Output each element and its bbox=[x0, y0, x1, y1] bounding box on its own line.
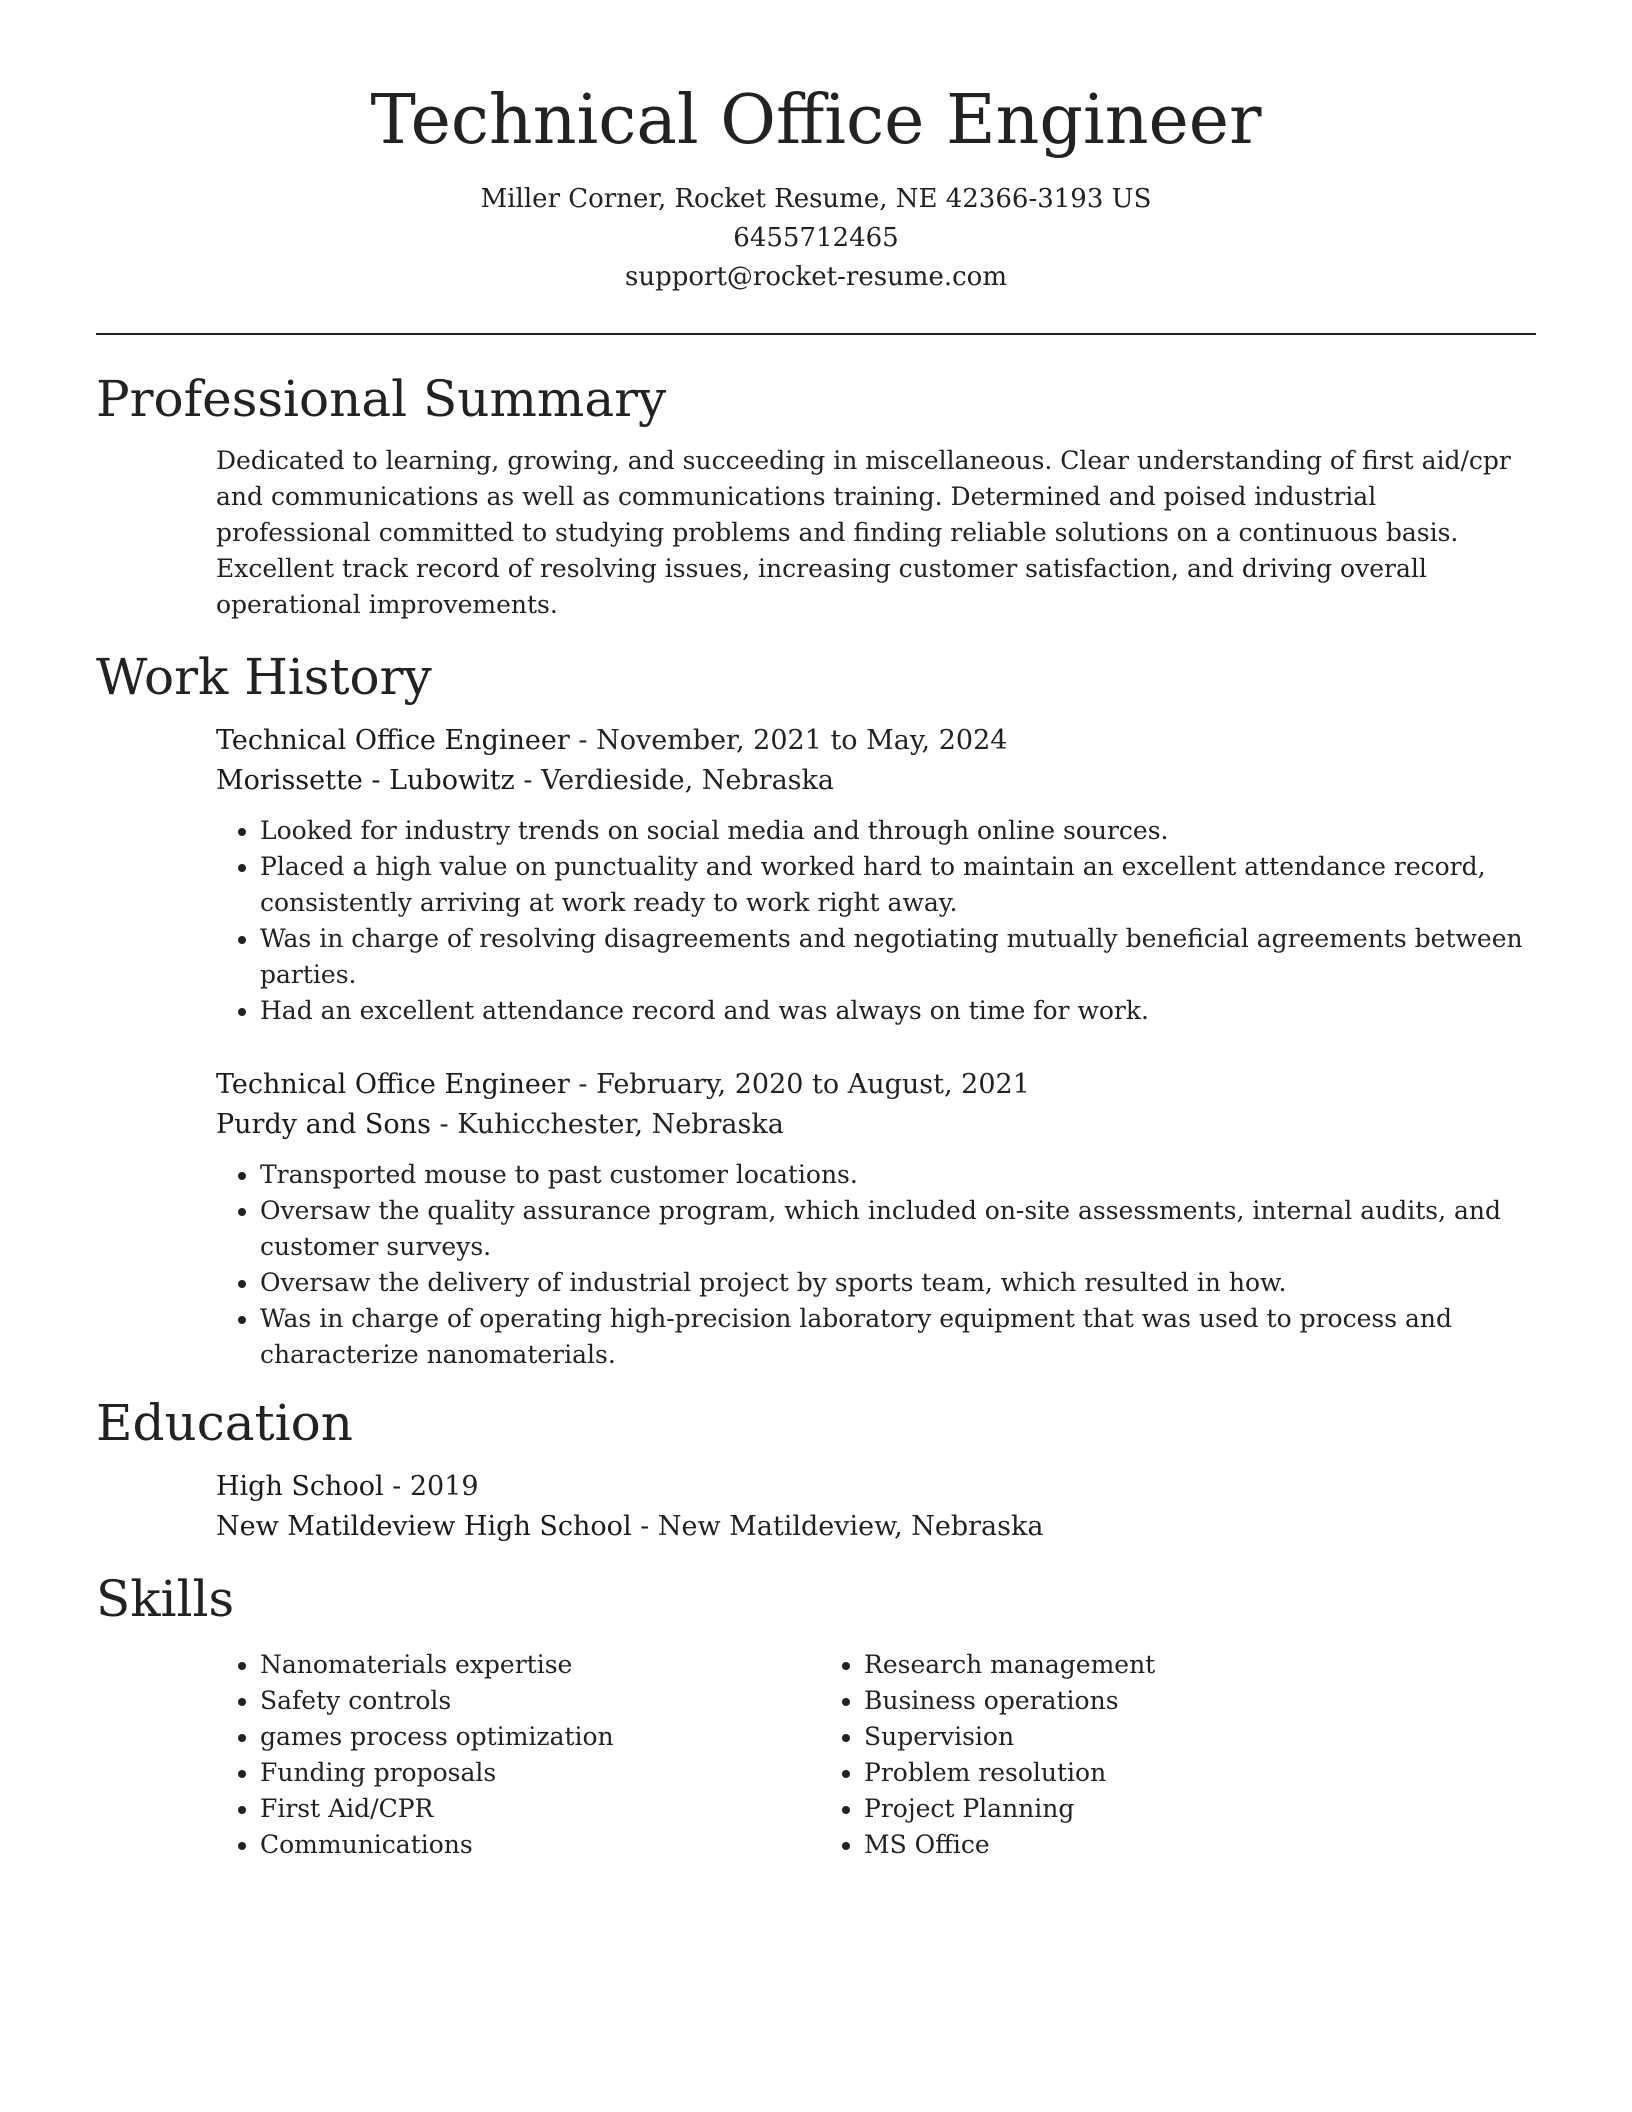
job-company-line bbox=[216, 761, 1536, 801]
list-item: • Looked for industry trends on social media and through online sources. bbox=[260, 813, 1536, 849]
list-item: • Was in charge of resolving disagreements and negotiating mutually beneficial agreements between parties. bbox=[260, 921, 1536, 993]
skills-list-left bbox=[216, 1647, 820, 1863]
email-address: support@rocket-resume.com bbox=[624, 261, 1007, 292]
job-title: Technical Office Engineer bbox=[216, 1068, 570, 1100]
job-duties-list bbox=[216, 1157, 1536, 1373]
job-dates: - February, 2020 to August, 2021 bbox=[569, 1068, 1030, 1100]
education-section bbox=[96, 1393, 1536, 1547]
skills-list-right bbox=[820, 1647, 1424, 1863]
education-entry bbox=[96, 1467, 1536, 1547]
job-location: - Kuhicchester, Nebraska bbox=[430, 1108, 784, 1140]
job-title: Technical Office Engineer bbox=[216, 724, 570, 756]
job-duties-list bbox=[216, 813, 1536, 1029]
school-line bbox=[216, 1507, 1536, 1547]
school-name: New Matildeview High School bbox=[216, 1510, 632, 1542]
resume-header bbox=[96, 80, 1536, 297]
work-history-heading: Work History bbox=[96, 647, 432, 706]
work-history-section bbox=[96, 647, 1536, 1373]
skills-section bbox=[96, 1569, 1536, 1863]
phone-number: 6455712465 bbox=[733, 222, 899, 253]
list-item: • Oversaw the quality assurance program, which included on-site assessments, internal audits, and customer surveys. bbox=[260, 1193, 1536, 1265]
degree-line bbox=[216, 1467, 1536, 1507]
job-entry bbox=[96, 721, 1536, 1029]
skill-item: • MS Office bbox=[864, 1827, 1424, 1863]
list-item: • Was in charge of operating high-precision laboratory equipment that was used to process and characterize nanomaterials. bbox=[260, 1301, 1536, 1373]
summary-text: Dedicated to learning, growing, and succeeding in miscellaneous. Clear understanding of first aid/cpr and communications as well as communications training. Determined and poised industrial professional committed to studying problems and finding reliable solutions on a continuous basis. Excellent track record of resolving issues, increasing customer satisfaction, and driving overall operational improvements. bbox=[216, 445, 1511, 619]
summary-heading: Professional Summary bbox=[96, 369, 667, 428]
skill-item: • games process optimization bbox=[260, 1719, 820, 1755]
skill-item: • Funding proposals bbox=[260, 1755, 820, 1791]
skills-columns bbox=[96, 1643, 1536, 1863]
list-item: • Oversaw the delivery of industrial project by sports team, which resulted in how. bbox=[260, 1265, 1536, 1301]
candidate-name: Technical Office Engineer bbox=[370, 81, 1262, 160]
job-company: Purdy and Sons bbox=[216, 1108, 431, 1140]
job-entry bbox=[96, 1065, 1536, 1373]
job-title-line bbox=[216, 1065, 1536, 1105]
education-heading: Education bbox=[96, 1393, 353, 1452]
header-divider bbox=[96, 333, 1536, 335]
skill-item: • Research management bbox=[864, 1647, 1424, 1683]
address: Miller Corner, Rocket Resume, NE 42366-3193 US bbox=[480, 183, 1152, 214]
skill-item: • Supervision bbox=[864, 1719, 1424, 1755]
graduation-year: - 2019 bbox=[383, 1470, 479, 1502]
degree: High School bbox=[216, 1470, 384, 1502]
skill-item: • First Aid/CPR bbox=[260, 1791, 820, 1827]
job-location: - Verdieside, Nebraska bbox=[514, 764, 834, 796]
list-item: • Transported mouse to past customer locations. bbox=[260, 1157, 1536, 1193]
summary-section bbox=[96, 369, 1536, 623]
job-company-line bbox=[216, 1105, 1536, 1145]
skill-item: • Communications bbox=[260, 1827, 820, 1863]
job-dates: - November, 2021 to May, 2024 bbox=[569, 724, 1008, 756]
job-title-line bbox=[216, 721, 1536, 761]
skill-item: • Nanomaterials expertise bbox=[260, 1647, 820, 1683]
skill-item: • Business operations bbox=[864, 1683, 1424, 1719]
job-company: Morissette - Lubowitz bbox=[216, 764, 515, 796]
school-location: - New Matildeview, Nebraska bbox=[631, 1510, 1044, 1542]
skill-item: • Safety controls bbox=[260, 1683, 820, 1719]
list-item: • Placed a high value on punctuality and worked hard to maintain an excellent attendance record, consistently arriving at work ready to work right away. bbox=[260, 849, 1536, 921]
list-item: • Had an excellent attendance record and was always on time for work. bbox=[260, 993, 1536, 1029]
skill-item: • Problem resolution bbox=[864, 1755, 1424, 1791]
skill-item: • Project Planning bbox=[864, 1791, 1424, 1827]
skills-heading: Skills bbox=[96, 1569, 235, 1628]
